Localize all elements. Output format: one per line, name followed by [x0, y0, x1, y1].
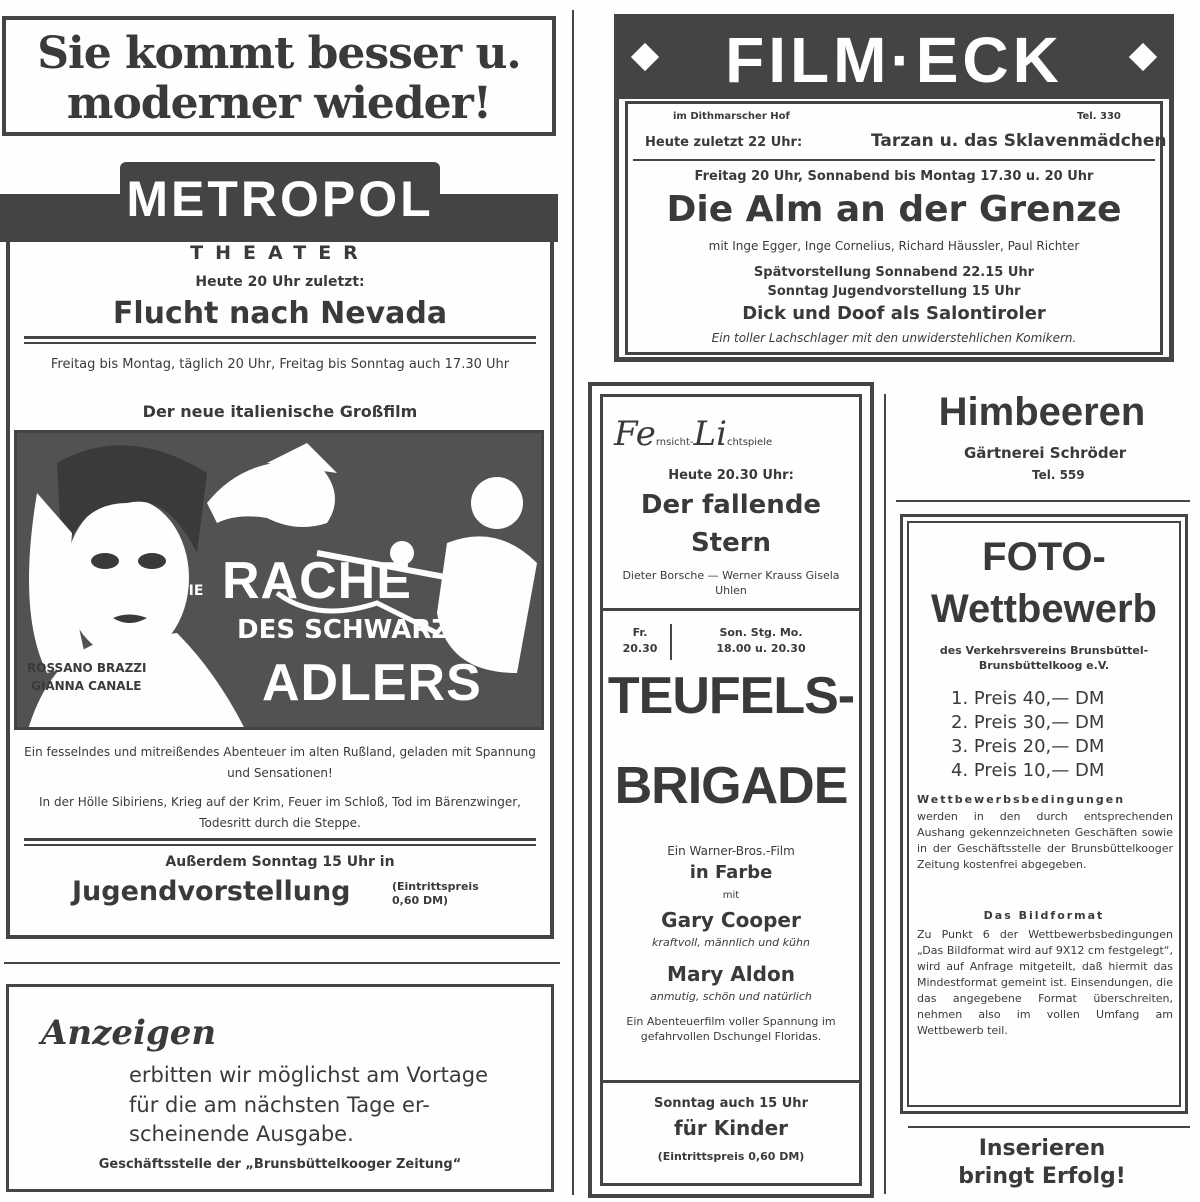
fernsicht-col1-time: 20.30: [622, 642, 658, 655]
divider: [602, 608, 860, 611]
fernsicht-name-initial-2: Li: [693, 414, 727, 454]
metropol-today-title: Flucht nach Nevada: [112, 296, 448, 331]
metropol-desc-1: Ein fesselndes und mitreißendes Abenteuer im alten Rußland, geladen mit Spannung und Sensationen!: [24, 745, 536, 780]
himbeeren-seller: Gärtnerei Schröder: [964, 444, 1127, 462]
anzeigen-ad: [6, 984, 554, 1192]
divider: [24, 844, 536, 846]
metropol-today-prefix: Heute 20 Uhr zuletzt:: [195, 274, 365, 290]
fernsicht-mit: mit: [722, 890, 740, 901]
filmeck-main-title: Die Alm an der Grenze: [666, 189, 1122, 230]
foto-format: Zu Punkt 6 der Wettbewerbsbedingungen „Das Bildformat wird auf 9X12 cm festgelegt“, wird auf Anfrage mitgeteilt, daß hiermit das Mindestformat gemeint ist. Einsendungen, die das angegebene Format überschreiten, nehmen also im vollen Umfang am Wettbewerb teil.: [917, 928, 1173, 1037]
inserieren-line-1: Inserieren: [978, 1136, 1106, 1161]
fernsicht-today-title-2: Stern: [690, 528, 772, 558]
divider: [24, 336, 536, 339]
metropol-extra-prefix: Außerdem Sonntag 15 Uhr in: [165, 854, 395, 870]
fernsicht-col2-times: 18.00 u. 20.30: [716, 642, 806, 655]
anzeigen-footer: Geschäftsstelle der „Brunsbüttelkooger Zeitung“: [98, 1157, 462, 1172]
inserieren-ad: [894, 1136, 1190, 1198]
filmeck-ad: [614, 14, 1174, 362]
fernsicht-big-title-1: TEUFELS-: [607, 667, 855, 725]
poster-title-line-2: DES SCHWARZEN: [237, 615, 490, 645]
fernsicht-actor-1-desc: kraftvoll, männlich und kühn: [652, 936, 810, 949]
filmeck-late-2: Sonntag Jugendvorstellung 15 Uhr: [767, 284, 1021, 299]
filmeck-today-title: Tarzan u. das Sklavenmädchen: [871, 131, 1167, 151]
fernsicht-name-initial: Fe: [614, 414, 656, 454]
filmeck-name: FILM·ECK: [725, 24, 1063, 96]
fernsicht-name-rest: rnsicht-: [655, 437, 694, 448]
prize-item-2: 2. Preis 30,— DM: [951, 712, 1105, 733]
filmeck-phone: Tel. 330: [1077, 111, 1121, 122]
filmeck-schedule: Freitag 20 Uhr, Sonnabend bis Montag 17.30 u. 20 Uhr: [694, 169, 1094, 184]
himbeeren-phone: Tel. 559: [1032, 468, 1085, 482]
fernsicht-color: in Farbe: [689, 862, 773, 883]
divider: [602, 1080, 860, 1083]
fernsicht-today-prefix: Heute 20.30 Uhr:: [668, 468, 794, 483]
fernsicht-today-title-1: Der fallende: [640, 490, 822, 520]
foto-rules: werden in den durch entsprechenden Aushang gekennzeichneten Geschäften sowie in der Geschäftsstelle der Brunsbüttelkooger Zeitung kostenfrei abgegeben.: [917, 810, 1173, 871]
anzeigen-line-1: erbitten wir möglichst am Vortage: [129, 1063, 488, 1087]
filmeck-late-desc: Ein toller Lachschlager mit den unwiderstehlichen Komikern.: [711, 331, 1077, 345]
poster-actor-2: GIANNA CANALE: [31, 679, 142, 693]
himbeeren-ad: [894, 384, 1190, 492]
metropol-intro: Der neue italienische Großfilm: [142, 402, 418, 421]
filmeck-late-title: Dick und Doof als Salontiroler: [742, 303, 1046, 324]
column-separator: [884, 394, 886, 1194]
divider: [633, 159, 1155, 161]
foto-prize-list: [951, 687, 1171, 783]
fernsicht-col2-days: Son. Stg. Mo.: [719, 626, 803, 639]
foto-format-head: Das Bildformat: [983, 909, 1105, 922]
divider: [908, 1126, 1190, 1128]
metropol-schedule: Freitag bis Montag, täglich 20 Uhr, Freitag bis Sonntag auch 17.30 Uhr: [50, 357, 510, 372]
divider: [896, 500, 1190, 502]
fernsicht-sunday: Sonntag auch 15 Uhr: [654, 1096, 808, 1111]
foto-rules-head: Wettbewerbsbedingungen: [917, 793, 1126, 806]
fernsicht-kids: für Kinder: [673, 1116, 789, 1140]
himbeeren-title: Himbeeren: [938, 390, 1146, 434]
prize-item-4: 4. Preis 10,— DM: [951, 760, 1105, 781]
fernsicht-actor-2: Mary Aldon: [667, 962, 795, 986]
metropol-extra-title: Jugendvorstellung: [72, 876, 351, 907]
fernsicht-desc: Ein Abenteuerfilm voller Spannung im gefahrvollen Dschungel Floridas.: [626, 1015, 836, 1043]
fernsicht-price: (Eintrittspreis 0,60 DM): [657, 1150, 805, 1163]
metropol-subtitle: THEATER: [190, 242, 370, 264]
movie-poster: [14, 430, 544, 730]
fernsicht-actor-2-desc: anmutig, schön und natürlich: [650, 990, 812, 1003]
filmeck-today-prefix: Heute zuletzt 22 Uhr:: [645, 135, 803, 150]
filmeck-late-1: Spätvorstellung Sonnabend 22.15 Uhr: [753, 265, 1035, 280]
fernsicht-actor-1: Gary Cooper: [661, 908, 801, 932]
column-separator: [572, 10, 574, 1195]
prize-item-1: 1. Preis 40,— DM: [951, 688, 1105, 709]
poster-title-line-3: ADLERS: [262, 654, 482, 712]
metropol-desc-2: In der Hölle Sibiriens, Krieg auf der Krim, Feuer im Schloß, Tod im Bärenzwinger, Todesritt durch die Steppe.: [39, 795, 521, 830]
poster-title-prefix: DIE: [177, 583, 204, 599]
filmeck-cast: mit Inge Egger, Inge Cornelius, Richard Häussler, Paul Richter: [708, 239, 1080, 253]
metropol-name: METROPOL: [126, 171, 434, 227]
anzeigen-line-3: scheinende Ausgabe.: [129, 1122, 354, 1146]
fernsicht-cast: Dieter Borsche — Werner Krauss Gisela Uhlen: [622, 569, 840, 597]
divider: [24, 342, 536, 344]
poster-title-line-1: RACHE: [222, 552, 412, 610]
prize-item-3: 3. Preis 20,— DM: [951, 736, 1105, 757]
fernsicht-studio: Ein Warner-Bros.-Film: [667, 844, 795, 858]
foto-org: des Verkehrsvereins Brunsbüttel-Brunsbüttelkoog e.V.: [939, 644, 1149, 672]
fernsicht-col1-day: Fr.: [632, 626, 648, 639]
metropol-ad: [0, 158, 560, 943]
divider: [24, 838, 536, 841]
slogan-ad: [2, 16, 556, 136]
foto-ad: [900, 514, 1188, 1114]
poster-actor-1: ROSSANO BRAZZI: [27, 661, 147, 675]
anzeigen-title: Anzeigen: [41, 1013, 217, 1053]
foto-title-1: FOTO-: [982, 535, 1106, 579]
slogan-line-1: Sie kommt besser u.: [37, 28, 521, 79]
filmeck-location: im Dithmarscher Hof: [673, 111, 790, 122]
fernsicht-big-title-2: BRIGADE: [614, 757, 848, 815]
column-divider: [670, 624, 672, 660]
fernsicht-name-rest-2: chtspiele: [726, 437, 773, 448]
foto-title-2: Wettbewerb: [931, 587, 1157, 631]
metropol-extra-price: (Eintrittspreis 0,60 DM): [392, 880, 479, 907]
column-divider: [4, 962, 560, 964]
slogan-line-2: moderner wieder!: [66, 78, 492, 129]
fernsicht-ad: [588, 382, 874, 1198]
fernsicht-name: [614, 414, 772, 454]
anzeigen-line-2: für die am nächsten Tage er-: [129, 1093, 430, 1117]
inserieren-line-2: bringt Erfolg!: [958, 1164, 1126, 1189]
